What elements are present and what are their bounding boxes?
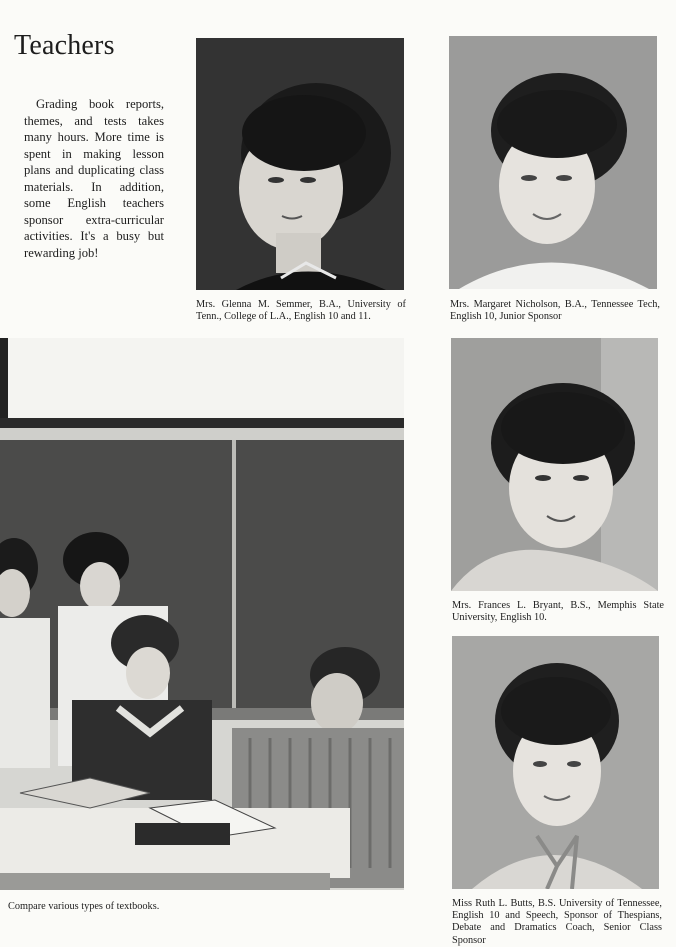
group-photo-textbooks <box>0 338 404 890</box>
portrait-photo-butts <box>452 636 659 889</box>
caption-semmer: Mrs. Glenna M. Semmer, B.A., University of Tenn., College of L.A., English 10 and 11. <box>196 299 406 323</box>
caption-nicholson: Mrs. Margaret Nicholson, B.A., Tennessee Tech, English 10, Junior Sponsor <box>450 299 660 323</box>
intro-paragraph: Grading book reports, themes, and tests takes many hours. More time is spent in making lesson plans and duplicating class materials. In addition, some English teachers sponsor extra-curricular activities. It's a busy but rewarding job! <box>24 97 164 260</box>
page-title: Teachers <box>14 30 115 61</box>
portrait-photo-bryant <box>451 338 658 591</box>
portrait-photo-semmer <box>196 38 404 290</box>
caption-butts: Miss Ruth L. Butts, B.S. University of Tennessee, English 10 and Speech, Sponsor of Thespians, Debate and Dramatics Coach, Senior Class Sponsor <box>452 898 662 946</box>
portrait-photo-nicholson <box>449 36 657 289</box>
caption-group-photo: Compare various types of textbooks. <box>8 901 160 912</box>
caption-bryant: Mrs. Frances L. Bryant, B.S., Memphis State University, English 10. <box>452 600 664 624</box>
